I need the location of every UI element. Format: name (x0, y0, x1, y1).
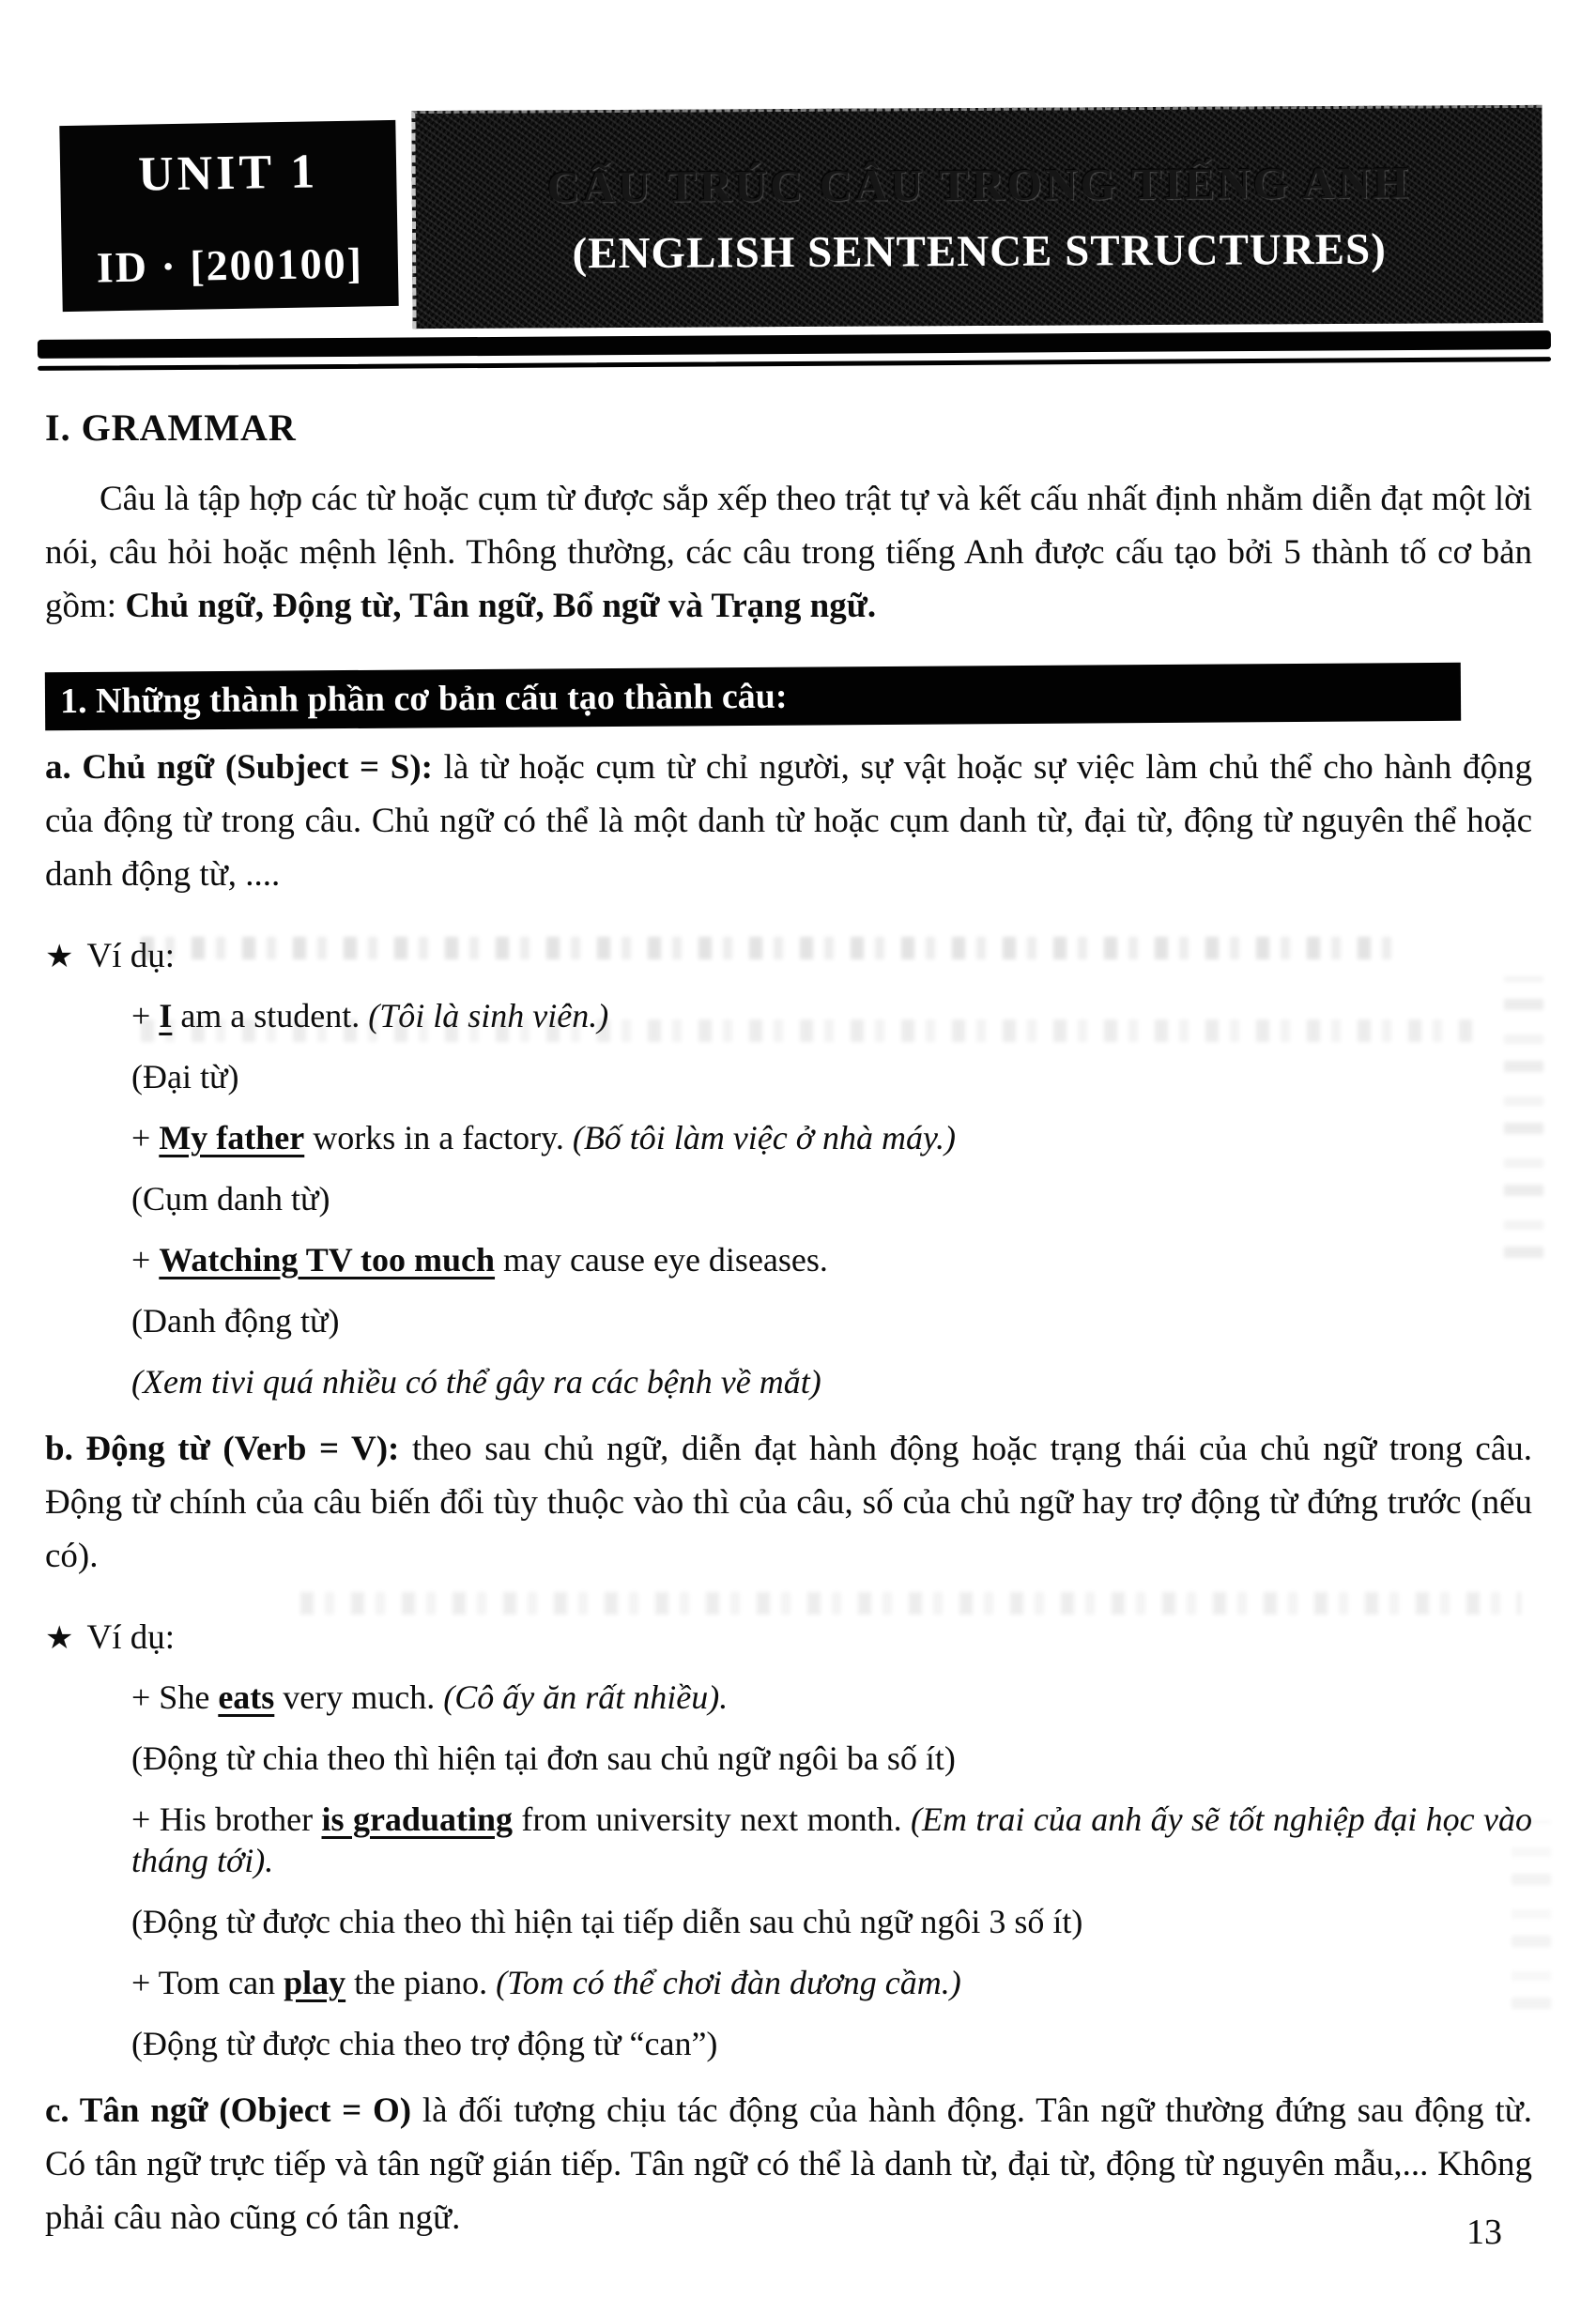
example-label: Ví dụ: (86, 937, 176, 975)
example-note (131, 1361, 1532, 1402)
example-note (131, 2023, 1532, 2064)
text-segment: Chủ ngữ, Động từ, Tân ngữ, Bổ ngữ và Trạng ngữ. (125, 587, 877, 625)
text-segment: very much. (274, 1678, 444, 1716)
grammar-section-heading: I. GRAMMAR (45, 406, 297, 449)
page-number: 13 (1466, 2213, 1502, 2252)
text-segment: là đối tượng chịu tác động của hành động. Tân ngữ thường đứng sau động từ. Có tân ngữ trực tiếp và tân ngữ gián tiếp. Tân ngữ có thể là danh từ, đại từ, động từ nguyên mẫu,... Không phải câu nào cũng có tân ngữ. (45, 2091, 1532, 2237)
example-sentence (131, 1677, 1532, 1718)
example-note (131, 1178, 1532, 1219)
example-label-line-b (45, 1617, 1532, 1658)
text-segment: (Danh động từ) (131, 1302, 340, 1340)
text-segment: play (284, 1964, 346, 2001)
example-sentence (131, 1799, 1532, 1881)
text-segment: (Xem tivi quá nhiều có thể gây ra các bệnh về mắt) (131, 1363, 821, 1401)
chapter-title-vietnamese: CẤU TRÚC CÂU TRONG TIẾNG ANH (546, 158, 1412, 213)
example-sentence (131, 1239, 1532, 1280)
item-a-paragraph (45, 741, 1532, 901)
example-sentence (131, 1117, 1532, 1158)
text-segment: (Cụm danh từ) (131, 1180, 330, 1218)
text-segment: the piano. (345, 1964, 497, 2001)
text-segment: c. Tân ngữ (Object = O) (45, 2091, 412, 2130)
text-segment: Watching TV too much (159, 1241, 496, 1279)
text-segment: + Tom can (131, 1964, 284, 2001)
example-sentence (131, 995, 1532, 1036)
text-segment: (Em trai của anh ấy sẽ tốt nghiệp đại học vào tháng tới). (131, 1800, 1532, 1879)
text-segment: (Động từ được chia theo trợ động từ “can”) (131, 2025, 718, 2062)
example-note (131, 1901, 1532, 1942)
text-segment: (Tom có thể chơi đàn dương cầm.) (496, 1964, 961, 2001)
example-note (131, 1738, 1532, 1779)
text-segment: Câu là tập hợp các từ hoặc cụm từ được sắp xếp theo trật tự và kết cấu nhất định nhằm diễn đạt một lời nói, câu hỏi hoặc mệnh lệnh. Thông thường, các câu trong tiếng Anh được cấu tạo bởi 5 thành tố cơ bản gồm: (45, 480, 1532, 625)
examples-verb (45, 1677, 1532, 2064)
text-segment: + (131, 997, 160, 1034)
header-divider (38, 330, 1551, 371)
divider-thick-rule (38, 330, 1551, 359)
text-segment: + (131, 1119, 160, 1156)
text-segment: (Tôi là sinh viên.) (368, 997, 609, 1034)
example-label-line-a (45, 936, 1532, 976)
intro-paragraph (45, 472, 1532, 633)
text-segment: là từ hoặc cụm từ chỉ người, sự vật hoặc sự việc làm chủ thể cho hành động của động từ trong câu. Chủ ngữ có thể là một danh từ hoặc cụm danh từ, đại từ, động từ nguyên thể hoặc danh động từ, .... (45, 748, 1532, 894)
text-segment: from university next month. (512, 1800, 911, 1838)
text-segment: eats (218, 1678, 275, 1716)
example-sentence (131, 1962, 1532, 2003)
item-c-paragraph (45, 2084, 1532, 2244)
text-segment: may cause eye diseases. (495, 1241, 828, 1279)
page-content (0, 406, 1596, 2244)
text-segment: works in a factory. (304, 1119, 573, 1156)
star-icon: ★ (45, 1621, 74, 1656)
text-segment: a. Chủ ngữ (Subject = S): (45, 748, 433, 787)
divider-thin-rule (38, 357, 1551, 371)
unit-label: UNIT 1 (137, 145, 319, 202)
item-b-paragraph (45, 1422, 1532, 1583)
text-segment: b. Động từ (Verb = V): (45, 1430, 400, 1468)
text-segment: (Cô ấy ăn rất nhiều). (443, 1678, 729, 1716)
unit-box (59, 120, 398, 312)
text-segment: (Đại từ) (131, 1058, 239, 1095)
example-note (131, 1056, 1532, 1097)
text-segment: I (159, 997, 173, 1034)
unit-id: ID · [200100] (96, 238, 364, 292)
example-label: Ví dụ: (86, 1618, 176, 1657)
text-segment: (Bố tôi làm việc ở nhà máy.) (572, 1119, 956, 1156)
chapter-title-box (411, 105, 1542, 329)
text-segment: is graduating (321, 1800, 513, 1838)
example-note (131, 1300, 1532, 1341)
text-segment: My father (159, 1119, 305, 1156)
text-segment: (Động từ chia theo thì hiện tại đơn sau chủ ngữ ngôi ba số ít) (131, 1739, 956, 1777)
page-header (0, 0, 1596, 326)
star-icon: ★ (45, 940, 74, 974)
text-segment: (Động từ được chia theo thì hiện tại tiếp diễn sau chủ ngữ ngôi 3 số ít) (131, 1903, 1083, 1940)
text-segment: + (131, 1241, 160, 1279)
text-segment: theo sau chủ ngữ, diễn đạt hành động hoặc trạng thái của chủ ngữ trong câu. Động từ chính của câu biến đổi tùy thuộc vào thì của câu, số của chủ ngữ hay trợ động từ đứng trước (nếu có). (45, 1430, 1532, 1575)
text-segment: am a student. (172, 997, 369, 1034)
examples-subject (45, 995, 1532, 1402)
chapter-title-english: (ENGLISH SENTENCE STRUCTURES) (572, 224, 1388, 279)
text-segment: + His brother (131, 1800, 322, 1838)
text-segment: + She (131, 1678, 219, 1716)
subsection-1-header: 1. Những thành phần cơ bản cấu tạo thành câu: (45, 663, 1461, 731)
